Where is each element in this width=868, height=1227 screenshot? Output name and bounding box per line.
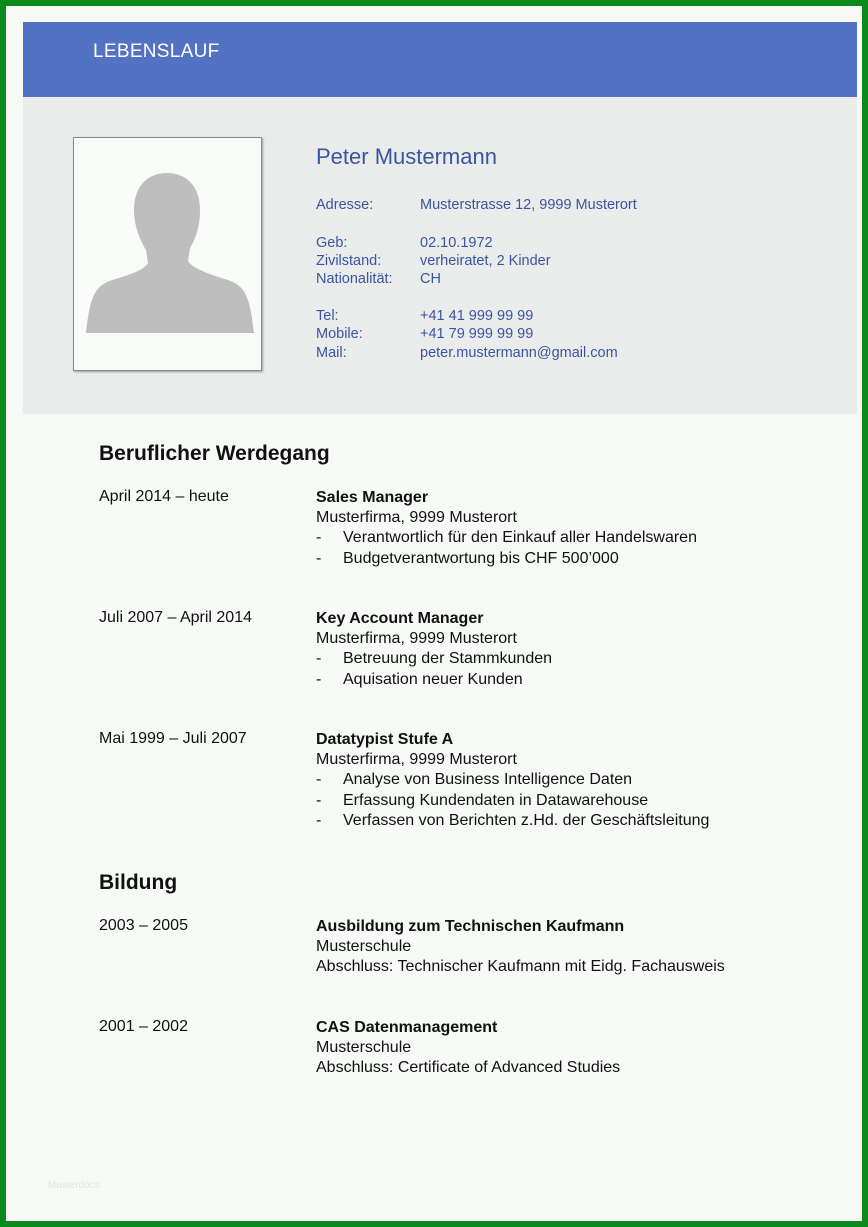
job-title: Sales Manager	[316, 489, 429, 506]
bullet-text: Analyse von Business Intelligence Daten	[343, 771, 633, 789]
person-silhouette-icon	[74, 138, 261, 370]
list-item: - Verfassen von Berichten z.Hd. der Geschäftsleitung	[316, 811, 816, 831]
tel-value: +41 41 999 99 99	[420, 308, 534, 324]
job-title: Key Account Manager	[316, 610, 484, 627]
education-entry	[316, 917, 816, 978]
list-item: - Verantwortlich für den Einkauf aller Handelswaren	[316, 528, 816, 548]
nationality-label: Nationalität:	[316, 271, 393, 287]
education-heading: Bildung	[99, 871, 178, 894]
education-date: 2001 – 2002	[99, 1018, 188, 1035]
bullet-text: Budgetverantwortung bis CHF 500’000	[343, 549, 619, 567]
company: Musterfirma, 9999 Musterort	[316, 751, 517, 769]
bullet-text: Betreuung der Stammkunden	[343, 650, 553, 668]
nationality-value: CH	[420, 271, 441, 287]
career-entry	[316, 488, 816, 569]
company: Musterfirma, 9999 Musterort	[316, 509, 517, 527]
mail-value[interactable]: peter.mustermann@gmail.com	[420, 345, 618, 361]
list-item: - Analyse von Business Intelligence Daten	[316, 770, 816, 790]
watermark: Musterdocs	[48, 1180, 100, 1191]
course-title: Ausbildung zum Technischen Kaufmann	[316, 918, 625, 935]
address-value: Musterstrasse 12, 9999 Musterort	[420, 197, 637, 213]
degree: Abschluss: Technischer Kaufmann mit Eidg. Fachausweis	[316, 958, 725, 976]
bullet-text: Aquisation neuer Kunden	[343, 670, 523, 688]
company: Musterfirma, 9999 Musterort	[316, 630, 517, 648]
mobile-label: Mobile:	[316, 326, 363, 342]
career-date: Juli 2007 – April 2014	[99, 609, 252, 626]
list-item: - Erfassung Kundendaten in Datawarehouse	[316, 791, 816, 811]
birth-label: Geb:	[316, 235, 348, 251]
mail-label: Mail:	[316, 345, 347, 361]
school: Musterschule	[316, 938, 412, 956]
list-item: - Budgetverantwortung bis CHF 500’000	[316, 549, 816, 569]
list-item: - Aquisation neuer Kunden	[316, 670, 816, 690]
education-entry	[316, 1018, 816, 1079]
birth-value: 02.10.1972	[420, 235, 493, 251]
bullet-text: Verfassen von Berichten z.Hd. der Geschäftsleitung	[343, 811, 710, 829]
header-bar	[23, 22, 857, 97]
tel-label: Tel:	[316, 308, 339, 324]
mobile-value: +41 79 999 99 99	[420, 326, 534, 342]
career-date: April 2014 – heute	[99, 488, 229, 505]
career-entry	[316, 609, 816, 690]
bullet-text: Erfassung Kundendaten in Datawarehouse	[343, 791, 649, 809]
career-heading: Beruflicher Werdegang	[99, 442, 330, 465]
education-date: 2003 – 2005	[99, 917, 188, 934]
career-entry	[316, 730, 816, 831]
status-value: verheiratet, 2 Kinder	[420, 253, 551, 269]
profile-section	[23, 97, 857, 414]
profile-photo	[73, 137, 262, 371]
address-label: Adresse:	[316, 197, 374, 213]
school: Musterschule	[316, 1039, 412, 1057]
career-date: Mai 1999 – Juli 2007	[99, 730, 247, 747]
list-item: - Betreuung der Stammkunden	[316, 649, 816, 669]
document-title: LEBENSLAUF	[93, 41, 220, 62]
bullet-text: Verantwortlich für den Einkauf aller Handelswaren	[343, 529, 697, 547]
degree: Abschluss: Certificate of Advanced Studies	[316, 1059, 621, 1077]
person-name: Peter Mustermann	[316, 144, 497, 169]
job-title: Datatypist Stufe A	[316, 731, 454, 748]
course-title: CAS Datenmanagement	[316, 1019, 498, 1036]
status-label: Zivilstand:	[316, 253, 382, 269]
